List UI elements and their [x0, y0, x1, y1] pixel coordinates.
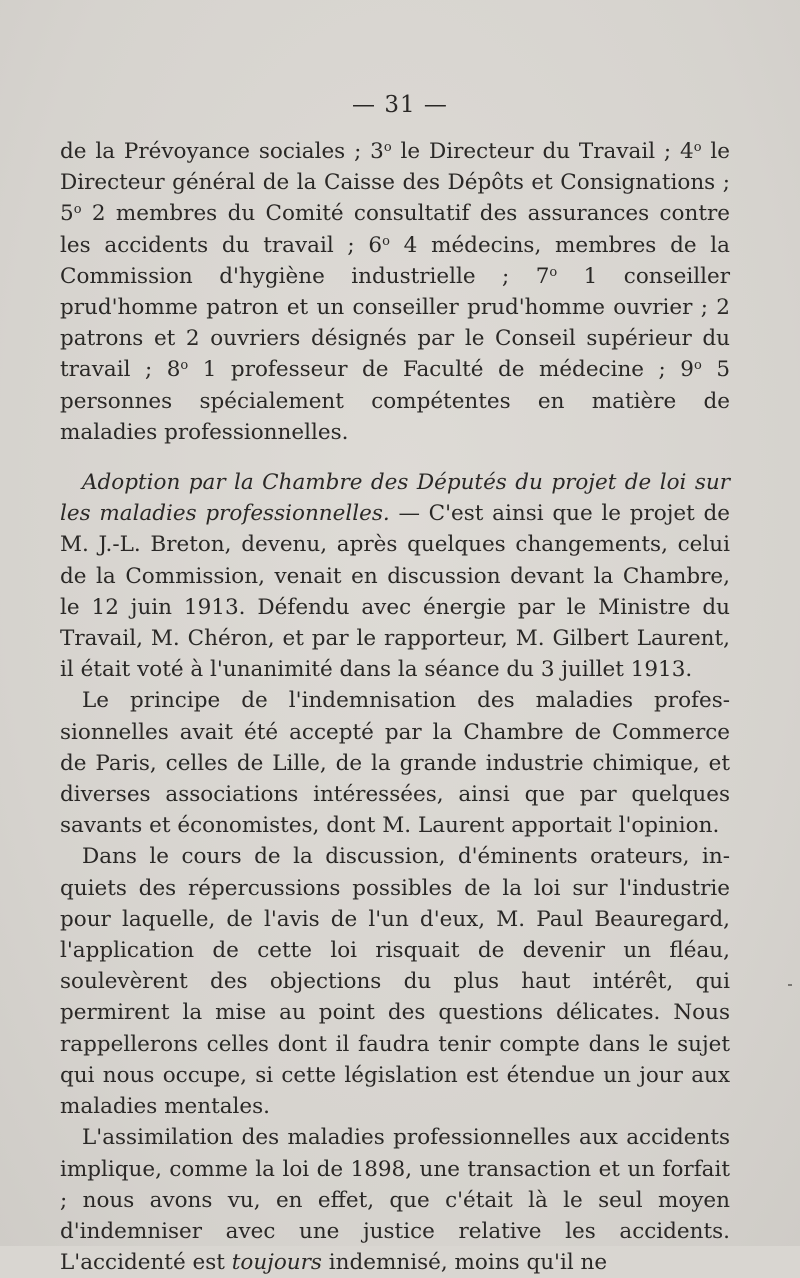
- paragraph-adoption: Adoption par la Chambre des Députés du projet de loi sur les maladies professionnelles. — C'est ainsi que le projet de M. J.-L. Breton, devenu, après quelques changements, celui de la Commission, venait en discussion devant la Chambre, le 12 juin 1913. Défendu avec énergie par le Ministre du Travail, M. Chéron, et par le rapporteur, M. Gilbert Laurent, il était voté à l'unanimité dans la séance du 3 juillet 1913.: [60, 470, 730, 683]
- page-number: — 31 —: [352, 92, 448, 118]
- section-heading: Adoption par la Chambre des Députés du projet de loi sur les maladies professionnelles.: [60, 470, 730, 527]
- body-text: [60, 136, 730, 1278]
- emphasis: toujours: [231, 1250, 322, 1276]
- paragraph-committee-members: de la Prévoyance sociales ; 3$^o$ le Directeur du Travail ; 4$^o$ le Directeur général de la Caisse des Dépôts et Consignations ; 5$^o$ 2 membres du Comité consultatif des assurances contre les accidents du travail ; 6$^o$ 4 médecins, membres de la Commission d'hygiène industrielle ; 7$^o$ 1 conseiller prud'homme patron et un conseiller prud'homme ouvrier ; 2 patrons et 2 ouvriers désignés par le Conseil supérieur du travail ; 8$^o$ 1 professeur de Faculté de médecine ; 9$^o$ 5 personnes spécialement compétentes en matière de maladies professionnelles.: [60, 139, 731, 445]
- paragraph-discussion: Dans le cours de la discussion, d'éminents orateurs, inquiets des répercussions possibles de la loi sur l'industrie pour laquelle, de l'avis de l'un d'eux, M. Paul Beauregard, l'application de cette loi risquait de devenir un fléau, soulevèrent des objections du plus haut intérêt, qui permirent la mise au point des questions délicates. Nous rappellerons celles dont il faudra tenir compte dans le sujet qui nous occupe, si cette législation est étendue un jour aux maladies mentales.: [60, 844, 730, 1120]
- paragraph-principle: Le principe de l'indemnisation des maladies professionnelles avait été accepté par la Chambre de Commerce de Paris, celles de Lille, de la grande industrie chimique, et diverses associations intéressées, ainsi que par quelques savants et économistes, dont M. Laurent apportait l'opinion.: [60, 688, 730, 839]
- margin-mark: [788, 984, 792, 986]
- paragraph-assimilation: L'assimilation des maladies professionnelles aux accidents implique, comme la loi de 1898, une transaction et un forfait ; nous avons vu, en effet, que c'était là le seul moyen d'indemniser avec une justice relative les accidents. L'accidenté est toujours indemnisé, moins qu'il ne: [60, 1125, 730, 1276]
